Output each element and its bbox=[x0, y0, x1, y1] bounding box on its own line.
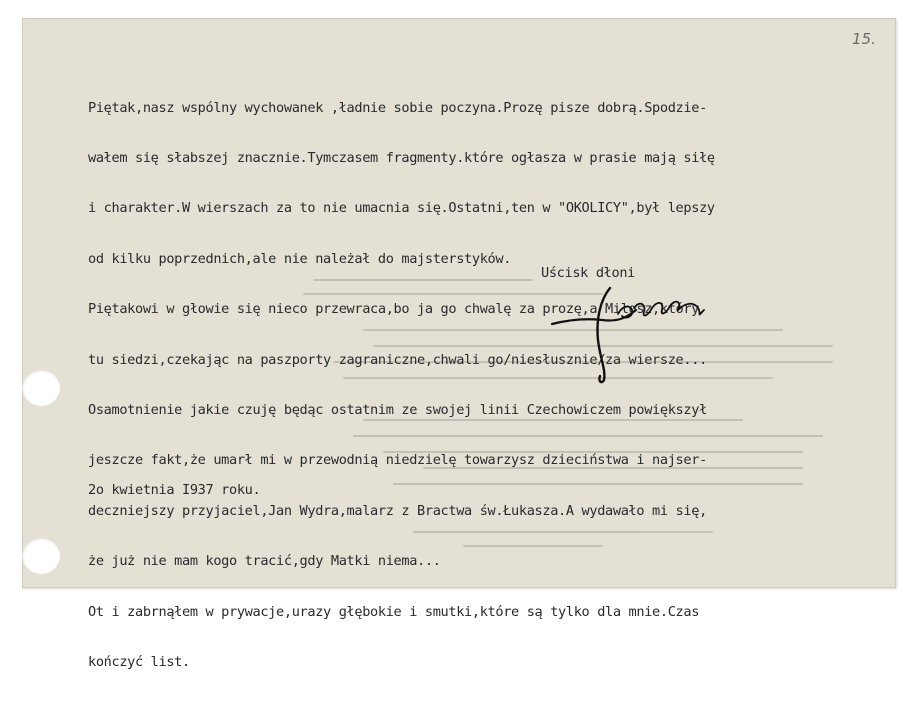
letter-date: 2o kwietnia I937 roku. bbox=[88, 482, 261, 498]
handwritten-signature bbox=[548, 280, 718, 390]
body-line: od kilku poprzednich,ale nie należał do majsterstyków. bbox=[88, 250, 512, 267]
body-line: jeszcze fakt,że umarł mi w przewodnią niedzielę towarzysz dzieciństwa i najser- bbox=[88, 452, 707, 469]
punch-hole-bottom bbox=[22, 538, 60, 574]
body-line: Piętakowi w głowie się nieco przewraca,bo ja go chwalę za prozę,a Miłosz,który bbox=[88, 301, 700, 318]
body-line: tu siedzi,czekając na paszporty zagraniczne,chwali go/niesłusznie/za wiersze... bbox=[88, 351, 707, 368]
body-line: wałem się słabszej znacznie.Tymczasem fragmenty.które ogłasza w prasie mają siłę bbox=[88, 149, 715, 166]
closing-phrase: Uścisk dłoni bbox=[541, 265, 636, 281]
body-line: Ot i zabrnąłem w prywacje,urazy głębokie i smutki,które są tylko dla mnie.Czas bbox=[88, 603, 700, 620]
body-line: że już nie mam kogo tracić,gdy Matki niema... bbox=[88, 553, 441, 570]
body-line: i charakter.W wierszach za to nie umacnia się.Ostatni,ten w "OKOLICY",był lepszy bbox=[88, 200, 715, 217]
body-line: deczniejszy przyjaciel,Jan Wydra,malarz z Bractwa św.Łukasza.A wydawało mi się, bbox=[88, 502, 707, 519]
punch-hole-top bbox=[22, 370, 60, 406]
body-line: Piętak,nasz wspólny wychowanek ,ładnie sobie poczyna.Prozę pisze dobrą.Spodzie- bbox=[88, 99, 707, 116]
body-line: kończyć list. bbox=[88, 653, 190, 670]
page-number: 15. bbox=[852, 30, 876, 48]
letter-body bbox=[88, 66, 878, 704]
body-line: Osamotnienie jakie czuję będąc ostatnim ze swojej linii Czechowiczem powiększył bbox=[88, 401, 707, 418]
